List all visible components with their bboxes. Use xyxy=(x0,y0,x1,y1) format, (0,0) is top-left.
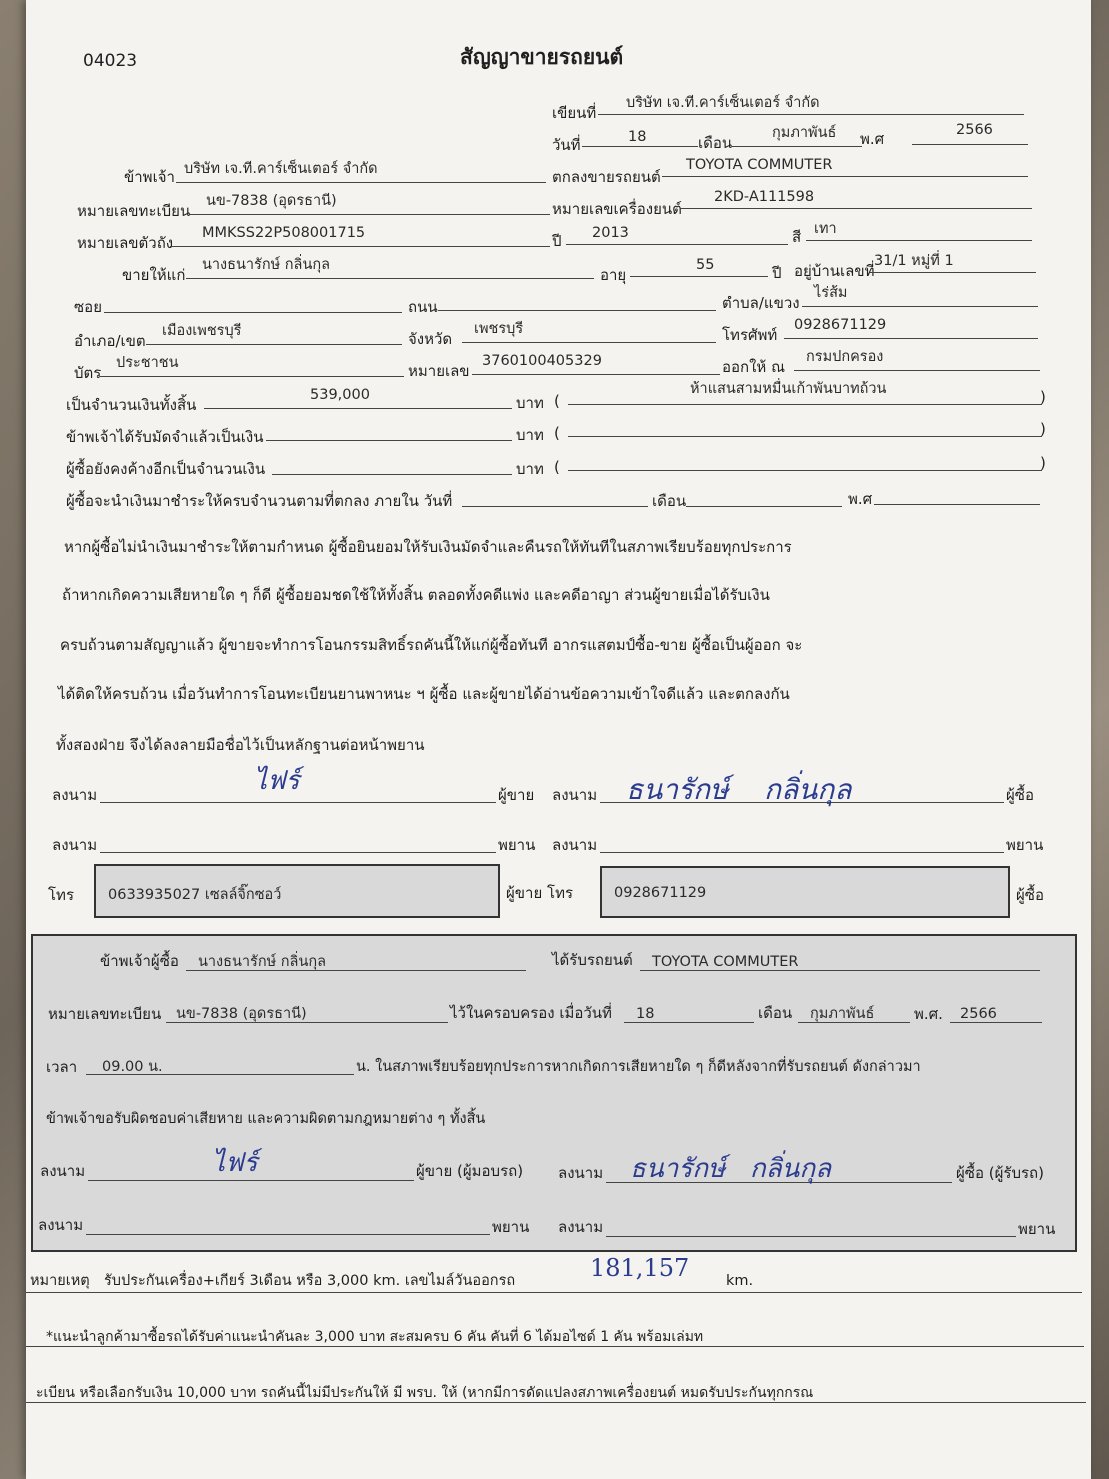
vehicle-year-line xyxy=(566,244,788,245)
issued-value: กรมปกครอง xyxy=(806,349,884,365)
written-at-value: บริษัท เจ.ที.คาร์เซ็นเตอร์ จำกัด xyxy=(626,95,820,111)
receipt-month-line xyxy=(798,1022,910,1023)
due-month-line xyxy=(686,506,842,507)
receipt-witness2-sign-label: ลงนาม xyxy=(558,1218,604,1236)
soi-label: ซอย xyxy=(74,298,102,316)
receipt-seller-sign-label: ลงนาม xyxy=(40,1162,86,1180)
terms-line-5: ทั้งสองฝ่าย จึงได้ลงลายมือชื่อไว้เป็นหลักฐานต่อหน้าพยาน xyxy=(56,736,425,754)
remain-words-line xyxy=(568,470,1042,471)
province-line xyxy=(462,342,716,343)
receipt-time: 09.00 น. xyxy=(102,1059,163,1075)
receipt-day-line xyxy=(624,1022,754,1023)
card-label: บัตร xyxy=(74,364,102,382)
sell-to-label: ขายให้แก่ xyxy=(122,266,186,284)
remain-paren-close: ) xyxy=(1040,454,1046,472)
card-no-value: 3760100405329 xyxy=(482,353,602,369)
buyer-title: ผู้ซื้อ xyxy=(1006,786,1034,804)
plate-line xyxy=(190,214,550,215)
district-label: อำเภอ/เขต xyxy=(74,332,146,350)
subdistrict-line xyxy=(802,306,1038,307)
witness1-sign-line xyxy=(100,852,496,853)
seller-label: ข้าพเจ้า xyxy=(124,168,175,186)
engine-value: 2KD-A111598 xyxy=(714,189,815,205)
road-line xyxy=(438,310,716,311)
date-label: วันที่ xyxy=(552,136,581,154)
receipt-day: 18 xyxy=(636,1006,655,1022)
remarks-line-2-rule xyxy=(26,1346,1084,1347)
seller-phone: 0633935027 เซลล์จิ๊กซอว์ xyxy=(108,887,282,903)
house-label: อยู่บ้านเลขที่ xyxy=(794,262,875,280)
house-line xyxy=(870,272,1036,273)
issued-line xyxy=(794,370,1040,371)
remain-label: ผู้ซื้อยังคงค้างอีกเป็นจำนวนเงิน xyxy=(66,460,266,478)
witness2-sign-label: ลงนาม xyxy=(552,836,598,854)
remain-paren-open: ( xyxy=(554,458,560,476)
receipt-witness1-title: พยาน xyxy=(492,1218,530,1236)
total-words-line xyxy=(568,404,1042,405)
receipt-year: 2566 xyxy=(960,1006,997,1022)
receipt-plate-label: หมายเลขทะเบียน xyxy=(48,1005,162,1023)
witness1-sign-label: ลงนาม xyxy=(52,836,98,854)
road-label: ถนน xyxy=(408,298,438,316)
due-year-label: พ.ศ xyxy=(848,490,873,508)
age-label: อายุ xyxy=(600,266,627,284)
witness2-sign-line xyxy=(600,852,1004,853)
buyer-phone: 0928671129 xyxy=(614,885,707,901)
total-label: เป็นจำนวนเงินทั้งสิ้น xyxy=(66,396,197,414)
agree-label: ตกลงขายรถยนต์ xyxy=(552,168,661,186)
issued-label: ออกให้ ณ xyxy=(722,358,785,376)
years-label: ปี xyxy=(772,264,782,282)
phone-label: โทรศัพท์ xyxy=(722,326,778,344)
subdistrict-label: ตำบล/แขวง xyxy=(722,294,800,312)
district-line xyxy=(146,344,402,345)
card-value: ประชาชน xyxy=(116,355,179,371)
receipt-liability: ข้าพเจ้าขอรับผิดชอบค่าเสียหาย และความผิดตามกฎหมายต่าง ๆ ทั้งสิ้น xyxy=(46,1111,486,1127)
chassis-line xyxy=(170,246,550,247)
seller-sign-label: ลงนาม xyxy=(52,786,98,804)
receipt-buyer-title: ผู้ซื้อ (ผู้รับรถ) xyxy=(956,1164,1044,1182)
color-line xyxy=(806,240,1032,241)
total-words: ห้าแสนสามหมื่นเก้าพันบาทถ้วน xyxy=(690,381,887,397)
remarks-line-3-rule xyxy=(26,1402,1086,1403)
receipt-buyer: นางธนารักษ์ กลิ่นกุล xyxy=(198,954,327,970)
card-line xyxy=(100,376,404,377)
receipt-witness1-sign-line xyxy=(86,1234,490,1235)
remarks-label: หมายเหตุ xyxy=(30,1273,90,1289)
receipt-buyer-sign-label: ลงนาม xyxy=(558,1164,604,1182)
car-model-line xyxy=(662,176,1028,177)
due-year-line xyxy=(874,504,1040,505)
written-at-line xyxy=(598,114,1024,115)
receipt-month-label: เดือน xyxy=(758,1004,793,1022)
deposit-baht-label: บาท xyxy=(516,426,544,444)
buyer-signature: ธนารักษ์ กลิ่นกุล xyxy=(626,773,852,806)
written-at-label: เขียนที่ xyxy=(552,104,597,122)
deposit-paren-open: ( xyxy=(554,424,560,442)
remain-baht-label: บาท xyxy=(516,460,544,478)
date-month: กุมภาพันธ์ xyxy=(772,125,837,141)
total-value: 539,000 xyxy=(310,387,370,403)
vehicle-year-label: ปี xyxy=(552,232,562,250)
remarks-mileage: 181,157 xyxy=(590,1254,690,1282)
document-number: 04023 xyxy=(83,51,138,71)
phone-value: 0928671129 xyxy=(794,317,887,333)
due-day-line xyxy=(462,506,648,507)
age-line xyxy=(630,276,768,277)
terms-line-1: หากผู้ซื้อไม่นำเงินมาชำระให้ตามกำหนด ผู้ซื้อยินยอมให้รับเงินมัดจำและคืนรถให้ทันทีในสภาพเรียบร้อยทุกประการ xyxy=(64,538,792,556)
receipt-plate: นข-7838 (อุดรธานี) xyxy=(176,1006,307,1022)
receipt-year-line xyxy=(950,1022,1042,1023)
subdistrict-value: ไร่ส้ม xyxy=(814,285,848,301)
date-month-line xyxy=(732,146,862,147)
terms-line-2: ถ้าหากเกิดความเสียหายใด ๆ ก็ดี ผู้ซื้อยอมชดใช้ให้ทั้งสิ้น ตลอดทั้งคดีแพ่ง และคดีอาญา ส่วนผู้ขายเมื่อได้รับเงิน xyxy=(62,586,770,604)
plate-label: หมายเลขทะเบียน xyxy=(77,202,191,220)
receipt-time-line xyxy=(86,1074,354,1075)
seller-title: ผู้ขาย xyxy=(498,786,535,804)
seller-line xyxy=(176,182,546,183)
total-paren-close: ) xyxy=(1040,388,1046,406)
buyer-name: นางธนารักษ์ กลิ่นกุล xyxy=(202,257,331,273)
deposit-words-line xyxy=(568,436,1042,437)
color-value: เทา xyxy=(814,221,837,237)
receipt-plate-line xyxy=(166,1022,448,1023)
total-baht-label: บาท xyxy=(516,394,544,412)
vehicle-year: 2013 xyxy=(592,225,629,241)
seller-signature: ไฟร์ xyxy=(254,766,300,796)
receipt-car: TOYOTA COMMUTER xyxy=(652,954,799,970)
receipt-box xyxy=(31,934,1077,1252)
remarks-line-1: รับประกันเครื่อง+เกียร์ 3เดือน หรือ 3,000 km. เลขไมล์วันออกรถ xyxy=(104,1273,516,1289)
plate-value: นข-7838 (อุดรธานี) xyxy=(206,193,337,209)
buyer-phone-title: ผู้ซื้อ xyxy=(1016,886,1044,904)
receipt-time-suffix: น. ในสภาพเรียบร้อยทุกประการหากเกิดการเสียหายใด ๆ ก็ดีหลังจากที่รับรถยนต์ ดังกล่าวมา xyxy=(356,1059,921,1075)
receipt-seller-title: ผู้ขาย (ผู้มอบรถ) xyxy=(416,1162,524,1180)
card-no-line xyxy=(472,374,720,375)
receipt-witness2-sign-line xyxy=(606,1236,1016,1237)
remarks-line-3: ะเบียน หรือเลือกรับเงิน 10,000 บาท รถคันนี้ไม่มีประกันให้ มี พรบ. ให้ (หากมีการดัดแปลงสภาพเครื่องยนต์ หมดรับประกันทุกกรณ xyxy=(36,1385,814,1401)
receipt-witness2-title: พยาน xyxy=(1018,1220,1056,1238)
deposit-paren-close: ) xyxy=(1040,420,1046,438)
house-value: 31/1 หมู่ที่ 1 xyxy=(874,253,954,269)
total-paren-open: ( xyxy=(554,392,560,410)
buyer-sign-label: ลงนาม xyxy=(552,786,598,804)
receipt-car-line xyxy=(640,970,1040,971)
receipt-seller-signature: ไฟร์ xyxy=(212,1148,258,1178)
district-value: เมืองเพชรบุรี xyxy=(162,323,242,339)
due-month-label: เดือน xyxy=(652,492,687,510)
buyer-name-line xyxy=(186,278,594,279)
due-label: ผู้ซื้อจะนำเงินมาชำระให้ครบจำนวนตามที่ตกลง ภายใน วันที่ xyxy=(66,492,453,510)
receipt-received-label: ได้รับรถยนต์ xyxy=(552,951,633,969)
date-day: 18 xyxy=(628,129,647,145)
month-label: เดือน xyxy=(698,134,733,152)
receipt-month: กุมภาพันธ์ xyxy=(810,1006,875,1022)
remain-line xyxy=(272,474,512,475)
document-title: สัญญาขายรถยนต์ xyxy=(460,45,624,69)
chassis-value: MMKSS22P508001715 xyxy=(202,225,366,241)
deposit-line xyxy=(266,440,512,441)
receipt-time-label: เวลา xyxy=(46,1058,78,1076)
engine-label: หมายเลขเครื่องยนต์ xyxy=(552,200,682,218)
contract-paper xyxy=(26,0,1091,1479)
terms-line-4: ได้ติดให้ครบถ้วน เมื่อวันทำการโอนทะเบียนยานพาหนะ ฯ ผู้ซื้อ และผู้ขายได้อ่านข้อความเข้าใจดีแล้ว และตกลงกัน xyxy=(58,685,790,703)
age-value: 55 xyxy=(696,257,715,273)
receipt-buyer-label: ข้าพเจ้าผู้ซื้อ xyxy=(100,952,179,970)
terms-line-3: ครบถ้วนตามสัญญาแล้ว ผู้ขายจะทำการโอนกรรมสิทธิ์รถคันนี้ให้แก่ผู้ซื้อทันที อากรแสตมป์ซื้อ-ขาย ผู้ซื้อเป็นผู้ออก จะ xyxy=(60,636,803,654)
color-label: สี xyxy=(792,228,802,246)
remarks-line-2: *แนะนำลูกค้ามาซื้อรถได้รับค่าแนะนำคันละ 3,000 บาท สะสมครบ 6 คัน คันที่ 6 ได้มอไซด์ 1 คัน พร้อมเล่มท xyxy=(46,1329,704,1345)
date-year: 2566 xyxy=(956,122,993,138)
receipt-possession-label: ไว้ในครอบครอง เมื่อวันที่ xyxy=(450,1004,612,1022)
total-line xyxy=(204,408,512,409)
province-value: เพชรบุรี xyxy=(474,321,524,337)
chassis-label: หมายเลขตัวถัง xyxy=(77,234,174,252)
receipt-buyer-line xyxy=(186,970,526,971)
date-day-line xyxy=(582,146,698,147)
province-label: จังหวัด xyxy=(408,330,453,348)
phone-line xyxy=(784,338,1038,339)
seller-phone-label: โทร xyxy=(48,886,75,904)
remarks-km: km. xyxy=(726,1273,754,1289)
buyer-phone-label: ผู้ขาย โทร xyxy=(506,884,574,902)
remarks-line-1-rule xyxy=(26,1292,1082,1293)
witness1-title: พยาน xyxy=(498,836,536,854)
receipt-buyer-signature: ธนารักษ์ กลิ่นกุล xyxy=(630,1154,832,1184)
car-model: TOYOTA COMMUTER xyxy=(686,157,833,173)
seller-name: บริษัท เจ.ที.คาร์เซ็นเตอร์ จำกัด xyxy=(184,161,378,177)
witness2-title: พยาน xyxy=(1006,836,1044,854)
engine-line xyxy=(680,208,1032,209)
receipt-witness1-sign-label: ลงนาม xyxy=(38,1216,84,1234)
date-year-line xyxy=(912,144,1028,145)
card-no-label: หมายเลข xyxy=(408,362,470,380)
deposit-label: ข้าพเจ้าได้รับมัดจำแล้วเป็นเงิน xyxy=(66,428,264,446)
receipt-year-label: พ.ศ. xyxy=(914,1005,943,1023)
soi-line xyxy=(104,312,402,313)
year-label: พ.ศ xyxy=(860,130,885,148)
seller-sign-line xyxy=(100,802,496,803)
